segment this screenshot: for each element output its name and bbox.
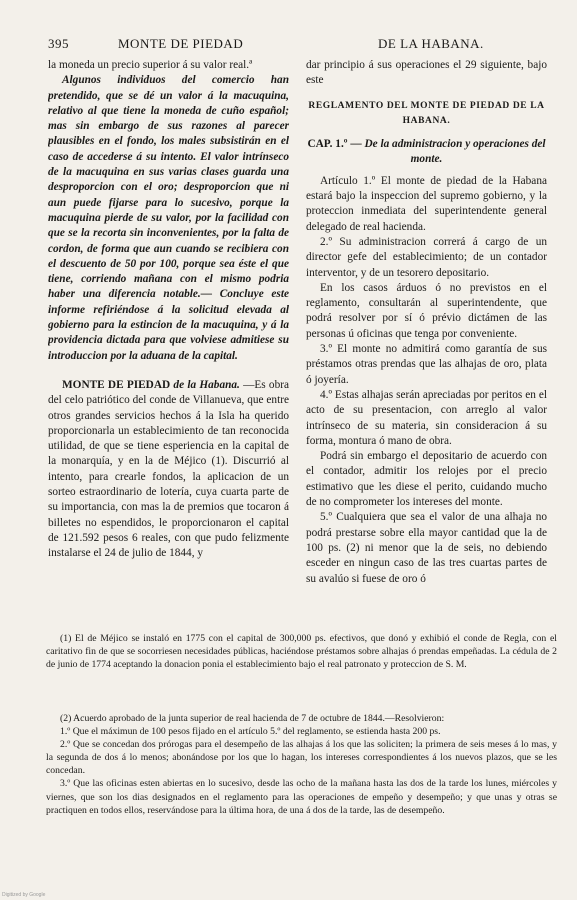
chapter-title: De la administracion y operaciones del monte. xyxy=(364,138,546,166)
regulation-title: REGLAMENTO DEL MONTE DE PIEDAD DE LA HABANA. xyxy=(308,100,545,126)
chapter-heading-line xyxy=(306,137,547,168)
footnote-2-item-3: 3.º Que las oficinas esten abiertas en lo sucesivo, desde las ocho de la mañana hasta las dos de la tarde los lunes, miércoles y viernes, que son los dias designados en el reglamento para las operaciones de empeño y desempeño; y que unas y otras se practiquen en todos ellos, reservándose para la última hora, de una á dos de la tarde, las de desempeño. xyxy=(46,778,557,816)
header-left-title: MONTE DE PIEDAD xyxy=(118,36,244,51)
article-2: 2.º Su administracion correrá á cargo de un director gefe del establecimiento; de un contador interventor, y de un tesorero depositario. xyxy=(306,235,547,279)
page-number: 395 xyxy=(48,36,69,51)
article-4: 4.º Estas alhajas serán apreciadas por peritos en el acto de su presentacion, con arreglo al valor intrínseco de su materia, sin consideracion á su forma, montura ó mano de obra. xyxy=(306,388,547,447)
right-column xyxy=(306,58,547,620)
section-title-suffix: de la Habana. xyxy=(173,378,240,391)
article-1: Artículo 1.º El monte de piedad de la Habana estará bajo la inspeccion del supremo gobierno, y la proteccion inmediata del superintendente general delegado de real hacienda. xyxy=(306,174,547,233)
left-top-line: la moneda un precio superior á su valor real.ª xyxy=(48,59,253,71)
chapter-number: CAP. 1.º — xyxy=(307,138,362,151)
article-4-watches: Podrá sin embargo el depositario de acuerdo con el contador, admitir los relojes por el precio estimativo que les diese el perito, cuidando mucho de no comprometer los intereses del monte. xyxy=(306,450,547,509)
footnote-1-text: (1) El de Méjico se instaló en 1775 con el capital de 300,000 ps. efectivos, que donó y exhibió el conde de Regla, con el caritativo fin de que se socorriesen necesidades públicas, haciéndose préstamos sobre alhajas ó prendas empeñadas. La cédula de 2 de junio de 1774 aceptando la donacion ponia el establecimiento bajo el real patronato y proteccion de S. M. xyxy=(46,633,557,671)
footnote-2-item-2: 2.º Que se concedan dos prórogas para el desempeño de las alhajas á los que las soliciten; la primera de seis meses á lo mas, y la segunda de dos á lo menos; abonándose por los que lo hagan, los intereses correspondientes á los nuevos plazos, que se les concedan. xyxy=(46,739,557,777)
footnote-2-item-1: 1.º Que el máximun de 100 pesos fijado en el artículo 5.º del reglamento, se estienda hasta 200 ps. xyxy=(60,726,441,738)
article-5: 5.º Cualquiera que sea el valor de una alhaja no podrá prestarse sobre ella mayor cantidad que la de 100 ps. (2) ni menor que la de seis, no debiendo esceder en ningun caso de las tres cuartas partes de su avalúo si fuese de oro ó xyxy=(306,511,547,585)
footnote-2-intro: (2) Acuerdo aprobado de la junta superior de real hacienda de 7 de octubre de 1844.—Resolvieron: xyxy=(60,713,445,724)
italic-report-paragraph: Algunos individuos del comercio han pretendido, que se dé un valor á la macuquina, relativo al que tiene la moneda de cuño español; mas sin embargo de sus razones al parecer plausibles en el fondo, los males subsistirán en el caso de accederse á su intento. El valor intrínseco de la macuquina en sus varias clases guarda una desproporcion con el oro; desproporcion que ni aun puede fijarse para lo sucesivo, porque la macuquina pierde de su valor, por la facilidad con que se la recorta sin inconvenientes, por la falta de cordon, de forma que aun cuando se recibiera con el descuento de 50 por 100, porque sea éste el que tiene, corriendo mañana con el mismo podria haber una diferencia notable.— Concluye este informe refiriéndose á la solicitud elevada al gobierno para la estincion de la macuquina, y á la providencia dictada para que volviese admitiese su introduccion por la aduana de la capital. xyxy=(48,74,289,362)
header-right-title: DE LA HABANA. xyxy=(378,36,484,51)
article-2-cases: En los casos árduos ó no previstos en el reglamento, consultarán al superintendente, que podrá resolver por sí ó prévio dictámen de las personas ú oficinas que tenga por conveniente. xyxy=(306,281,547,340)
article-3: 3.º El monte no admitirá como garantía de sus préstamos otras prendas que las alhajas de oro, plata ó joyería. xyxy=(306,343,547,386)
monte-section-paragraph xyxy=(48,378,289,562)
section-body: —Es obra del celo patriótico del conde de Villanueva, que entre otros grandes servicios hechos á la Isla ha querido proporcionarla un establecimiento de tan reconocida utilidad, de que se tiene esperiencia en la capital de la monarquía, y en la de Méjico (1). Discurrió al intento, para crearle fondos, la aplicacion de un sorteo estraordinario de lotería, cuya cuarta parte de su importancia, con mas la de premios que tocaron á billetes no espendidos, le proporcionaron el capital de 121.592 pesos 6 reales, con que pudo felizmente instalarse el 24 de julio de 1844, y xyxy=(48,378,289,560)
running-header xyxy=(48,36,547,52)
footnote-1 xyxy=(46,632,557,698)
scan-stamp: Digitized by Google xyxy=(2,892,46,898)
section-title: MONTE DE PIEDAD xyxy=(62,378,171,391)
footnote-2 xyxy=(46,712,557,862)
right-top-line: dar principio á sus operaciones el 29 siguiente, bajo este xyxy=(306,59,547,87)
left-column xyxy=(48,58,289,620)
